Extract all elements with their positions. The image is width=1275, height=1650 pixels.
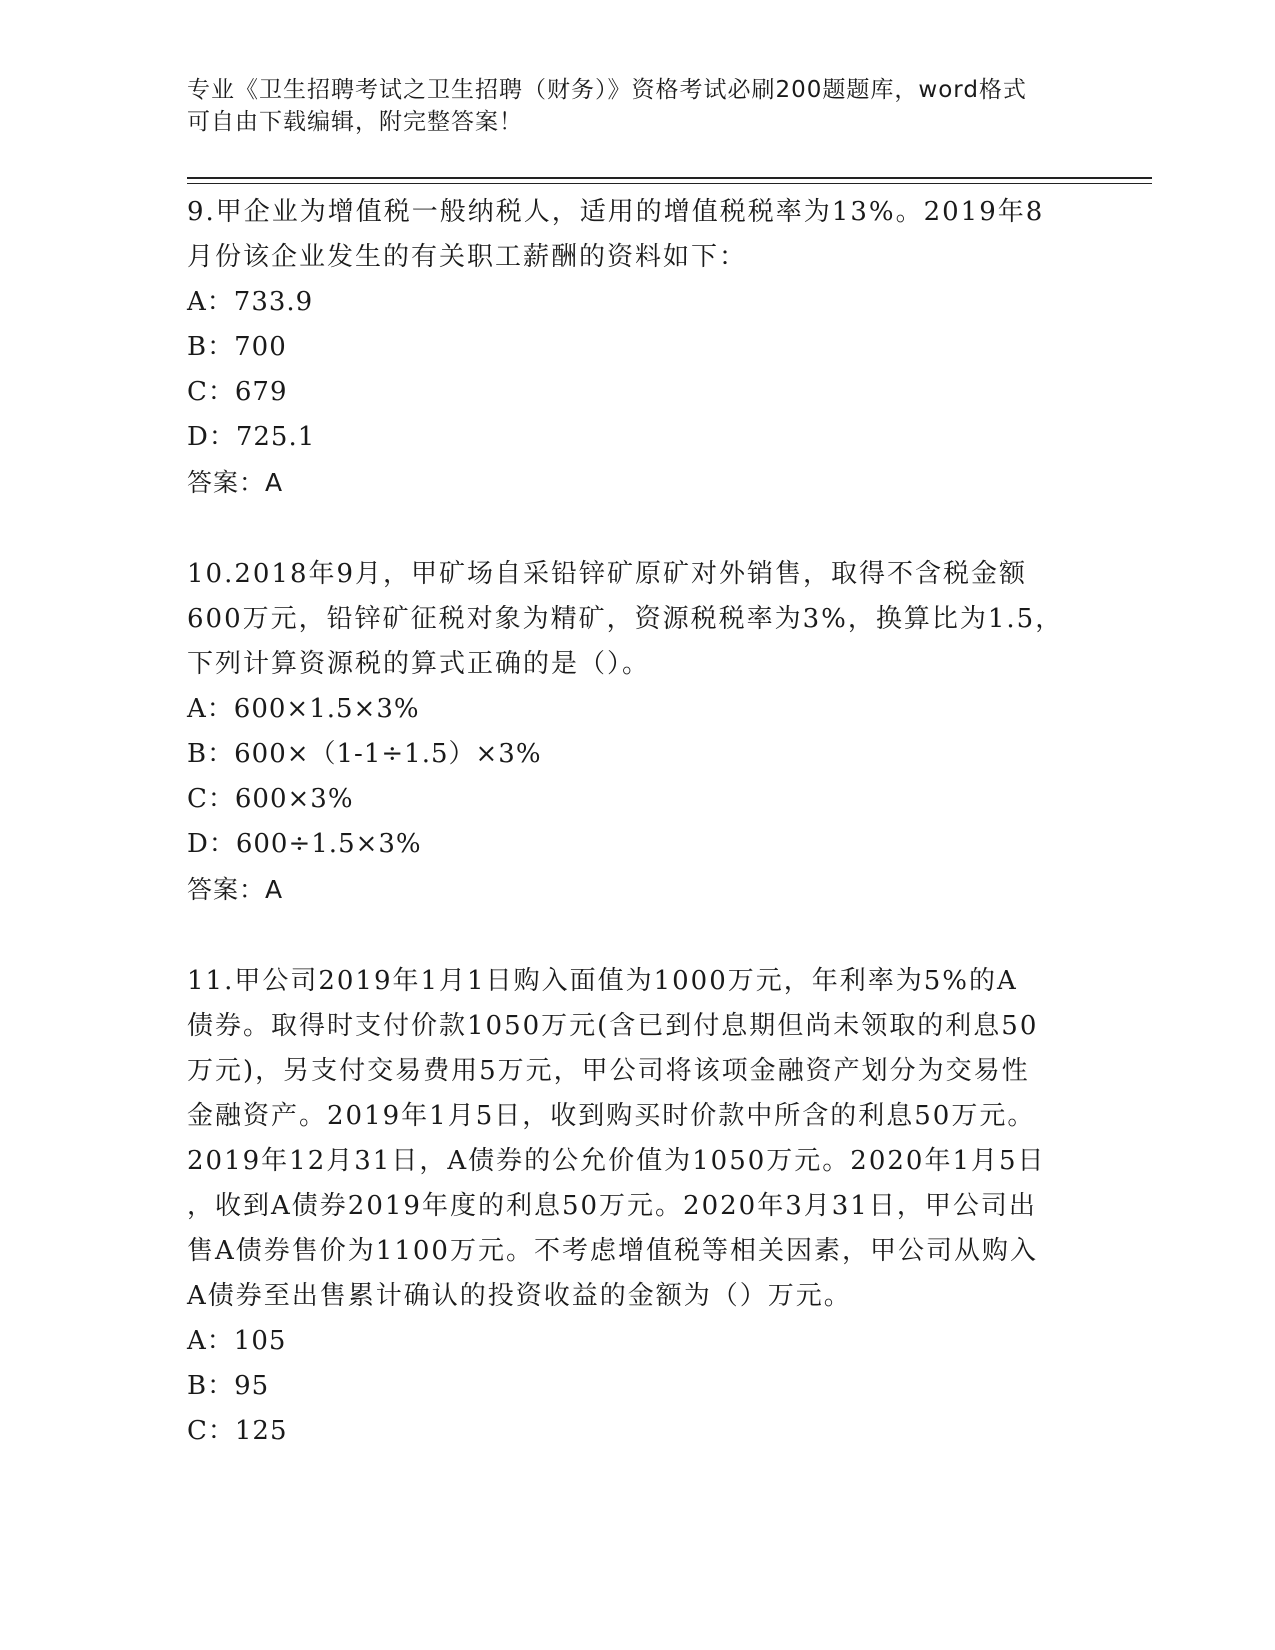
option-d: D：725.1	[187, 422, 316, 452]
option-b: B：95	[187, 1371, 270, 1401]
question-stem-line: 10.2018年9月，甲矿场自采铅锌矿原矿对外销售，取得不含税金额	[187, 559, 1028, 589]
answer-line: 答案：A	[187, 468, 284, 497]
question-10	[187, 552, 1087, 912]
option-c: C：600×3%	[187, 784, 354, 814]
header-divider-thin	[187, 183, 1152, 184]
question-stem-line: 9.甲企业为增值税一般纳税人，适用的增值税税率为13%。2019年8	[187, 197, 1045, 227]
question-stem-line: 2019年12月31日，A债券的公允价值为1050万元。2020年1月5日	[187, 1146, 1046, 1176]
question-stem-line: 月份该企业发生的有关职工薪酬的资料如下：	[187, 242, 748, 272]
question-spacer	[187, 912, 1087, 959]
question-11	[187, 959, 1087, 1454]
question-stem-line: ，收到A债券2019年度的利息50万元。2020年3月31日，甲公司出	[187, 1191, 1037, 1221]
option-b: B：600×（1-1÷1.5）×3%	[187, 739, 542, 769]
option-a: A：733.9	[187, 287, 314, 317]
header-title-line-2: 可自由下载编辑，附完整答案！	[187, 109, 523, 135]
option-a: A：600×1.5×3%	[187, 694, 420, 724]
document-header	[187, 74, 1087, 138]
option-a: A：105	[187, 1326, 287, 1356]
question-list	[187, 190, 1087, 1454]
question-stem-line: 债券。取得时支付价款1050万元(含已到付息期但尚未领取的利息50	[187, 1011, 1039, 1041]
question-stem-line: 11.甲公司2019年1月1日购入面值为1000万元，年利率为5%的A	[187, 966, 1018, 996]
question-stem-line: 金融资产。2019年1月5日，收到购买时价款中所含的利息50万元。	[187, 1101, 1036, 1131]
option-b: B：700	[187, 332, 287, 362]
header-divider-thick	[187, 177, 1152, 179]
answer-line: 答案：A	[187, 875, 284, 904]
option-d: D：600÷1.5×3%	[187, 829, 422, 859]
question-stem-line: 万元)，另支付交易费用5万元，甲公司将该项金融资产划分为交易性	[187, 1056, 1030, 1086]
header-title-line-1: 专业《卫生招聘考试之卫生招聘（财务）》资格考试必刷200题题库，word格式	[187, 77, 1027, 103]
question-spacer	[187, 505, 1087, 552]
question-stem-line: 600万元，铅锌矿征税对象为精矿，资源税税率为3%，换算比为1.5，	[187, 604, 1064, 634]
question-9	[187, 190, 1087, 505]
option-c: C：125	[187, 1416, 288, 1446]
question-stem-line: A债券至出售累计确认的投资收益的金额为（）万元。	[187, 1281, 852, 1311]
option-c: C：679	[187, 377, 288, 407]
question-stem-line: 售A债券售价为1100万元。不考虑增值税等相关因素，甲公司从购入	[187, 1236, 1038, 1266]
question-stem-line: 下列计算资源税的算式正确的是（）。	[187, 649, 651, 679]
